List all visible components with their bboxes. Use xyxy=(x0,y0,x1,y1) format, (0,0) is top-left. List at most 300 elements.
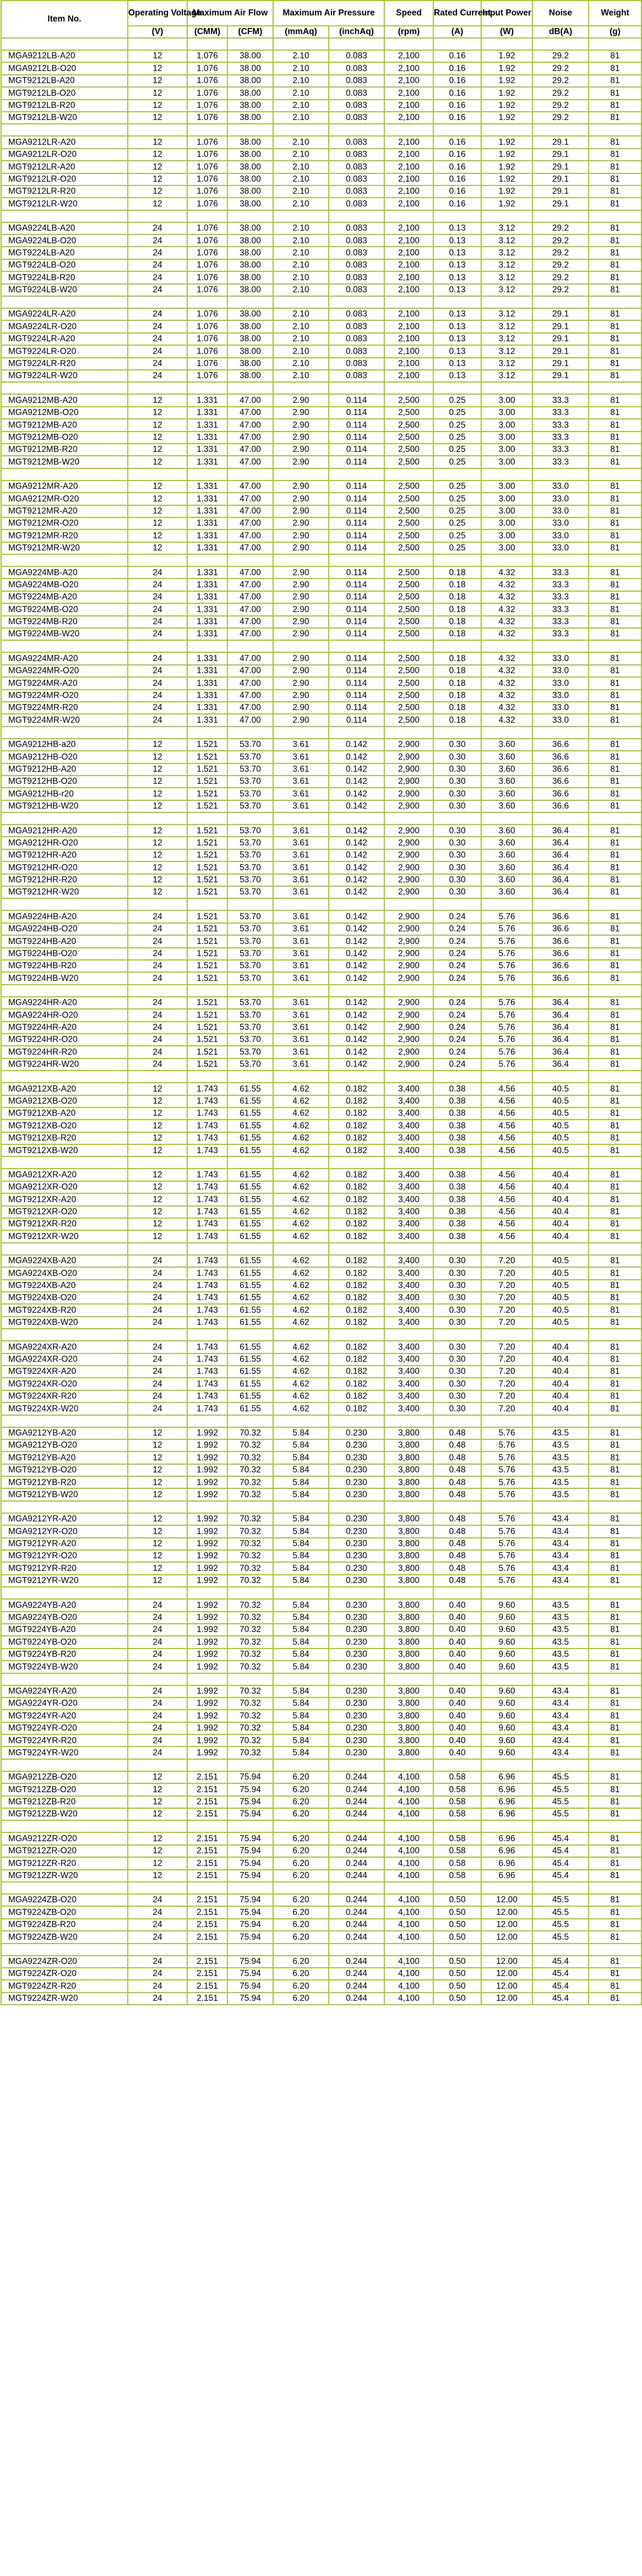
cell-pressure-mmaq: 6.20 xyxy=(273,1956,329,1968)
table-row xyxy=(1,1956,641,1968)
cell-air-flow-cfm: 47.00 xyxy=(227,690,273,702)
cell-input-power: 3.00 xyxy=(481,407,532,419)
cell-pressure-mmaq: 6.20 xyxy=(273,1870,329,1882)
cell-voltage: 24 xyxy=(128,1980,187,1992)
cell-weight: 81 xyxy=(589,1599,641,1611)
table-row xyxy=(1,75,641,87)
cell-voltage: 24 xyxy=(128,1919,187,1931)
cell-noise: 29.1 xyxy=(532,308,589,320)
table-row xyxy=(1,1771,641,1783)
cell-air-flow-cmm: 1.521 xyxy=(187,1022,227,1034)
cell-voltage: 24 xyxy=(128,997,187,1009)
cell-noise: 33.3 xyxy=(532,628,589,640)
cell-air-flow-cfm: 61.55 xyxy=(227,1304,273,1316)
spacer-cell xyxy=(1,468,128,481)
cell-air-flow-cfm: 61.55 xyxy=(227,1366,273,1378)
cell-air-flow-cfm: 75.94 xyxy=(227,1956,273,1968)
cell-pressure-inchaq: 0.114 xyxy=(329,394,384,406)
cell-rated-current: 0.30 xyxy=(433,1402,481,1415)
spacer-cell xyxy=(433,1071,481,1083)
cell-air-flow-cmm: 1.331 xyxy=(187,702,227,714)
cell-item-no: MGA9212MB-A20 xyxy=(1,394,128,406)
table-row xyxy=(1,407,641,419)
spacer-cell xyxy=(481,38,532,50)
spacer-cell xyxy=(589,468,641,481)
cell-noise: 45.5 xyxy=(532,1919,589,1931)
cell-air-flow-cfm: 61.55 xyxy=(227,1280,273,1292)
cell-voltage: 12 xyxy=(128,136,187,148)
cell-pressure-inchaq: 0.083 xyxy=(329,75,384,87)
spacer-cell xyxy=(187,1329,227,1341)
cell-input-power: 9.60 xyxy=(481,1636,532,1648)
cell-pressure-inchaq: 0.114 xyxy=(329,542,384,554)
cell-input-power: 3.12 xyxy=(481,271,532,283)
cell-weight: 81 xyxy=(589,1832,641,1844)
cell-air-flow-cmm: 1.076 xyxy=(187,100,227,112)
cell-weight: 81 xyxy=(589,1968,641,1980)
cell-pressure-inchaq: 0.142 xyxy=(329,997,384,1009)
cell-input-power: 6.96 xyxy=(481,1857,532,1869)
header-noise: Noise xyxy=(532,1,589,26)
cell-rated-current: 0.40 xyxy=(433,1649,481,1661)
cell-speed: 2,100 xyxy=(384,284,433,296)
cell-air-flow-cfm: 47.00 xyxy=(227,530,273,542)
cell-noise: 43.4 xyxy=(532,1562,589,1574)
cell-voltage: 24 xyxy=(128,714,187,726)
cell-rated-current: 0.38 xyxy=(433,1083,481,1095)
cell-pressure-inchaq: 0.083 xyxy=(329,161,384,173)
cell-noise: 40.5 xyxy=(532,1280,589,1292)
spacer-cell xyxy=(589,124,641,136)
cell-pressure-inchaq: 0.244 xyxy=(329,1783,384,1795)
cell-noise: 45.4 xyxy=(532,1993,589,2005)
spacer-cell xyxy=(532,1243,589,1255)
spacer-cell xyxy=(532,468,589,481)
cell-pressure-mmaq: 2.10 xyxy=(273,185,329,198)
spacer-cell xyxy=(1,1501,128,1513)
cell-input-power: 3.60 xyxy=(481,861,532,874)
cell-air-flow-cmm: 2.151 xyxy=(187,1783,227,1795)
table-row xyxy=(1,1095,641,1107)
cell-noise: 45.5 xyxy=(532,1894,589,1906)
cell-input-power: 4.56 xyxy=(481,1095,532,1107)
cell-pressure-mmaq: 6.20 xyxy=(273,1894,329,1906)
spacer-cell xyxy=(1,1415,128,1427)
cell-item-no: MGT9224XR-R20 xyxy=(1,1390,128,1402)
cell-voltage: 12 xyxy=(128,1181,187,1193)
cell-rated-current: 0.16 xyxy=(433,149,481,161)
cell-air-flow-cmm: 1.743 xyxy=(187,1218,227,1230)
cell-input-power: 4.56 xyxy=(481,1230,532,1242)
cell-noise: 29.2 xyxy=(532,112,589,124)
cell-speed: 2,900 xyxy=(384,776,433,788)
cell-rated-current: 0.30 xyxy=(433,1304,481,1316)
cell-item-no: MGA9224MB-A20 xyxy=(1,566,128,578)
table-row xyxy=(1,1968,641,1980)
cell-air-flow-cfm: 75.94 xyxy=(227,1980,273,1992)
cell-item-no: MGT9212ZB-R20 xyxy=(1,1796,128,1808)
cell-pressure-mmaq: 4.62 xyxy=(273,1144,329,1156)
group-spacer-row xyxy=(1,1673,641,1685)
cell-speed: 2,500 xyxy=(384,517,433,530)
cell-pressure-mmaq: 2.90 xyxy=(273,394,329,406)
unit-watt: (W) xyxy=(481,26,532,38)
cell-input-power: 5.76 xyxy=(481,1058,532,1071)
cell-rated-current: 0.16 xyxy=(433,173,481,185)
cell-input-power: 3.12 xyxy=(481,333,532,345)
cell-air-flow-cmm: 1.521 xyxy=(187,972,227,984)
cell-pressure-inchaq: 0.083 xyxy=(329,234,384,247)
spacer-cell xyxy=(273,1820,329,1832)
spacer-cell xyxy=(329,727,384,739)
cell-air-flow-cmm: 1.076 xyxy=(187,185,227,198)
spacer-cell xyxy=(481,1501,532,1513)
cell-pressure-inchaq: 0.230 xyxy=(329,1439,384,1451)
cell-input-power: 9.60 xyxy=(481,1624,532,1636)
cell-air-flow-cmm: 2.151 xyxy=(187,1980,227,1992)
spacer-cell xyxy=(227,38,273,50)
cell-item-no: MGT9224XB-W20 xyxy=(1,1317,128,1329)
cell-rated-current: 0.38 xyxy=(433,1181,481,1193)
cell-weight: 81 xyxy=(589,50,641,62)
cell-item-no: MGT9212XB-O20 xyxy=(1,1120,128,1132)
cell-pressure-inchaq: 0.244 xyxy=(329,1832,384,1844)
spacer-cell xyxy=(128,210,187,222)
cell-noise: 40.5 xyxy=(532,1267,589,1279)
cell-air-flow-cfm: 47.00 xyxy=(227,407,273,419)
cell-weight: 81 xyxy=(589,247,641,259)
cell-input-power: 6.96 xyxy=(481,1845,532,1857)
cell-pressure-mmaq: 2.10 xyxy=(273,271,329,283)
cell-pressure-inchaq: 0.114 xyxy=(329,652,384,664)
group-spacer-row xyxy=(1,296,641,308)
cell-item-no: MGT9212ZB-O20 xyxy=(1,1783,128,1795)
cell-input-power: 3.60 xyxy=(481,825,532,837)
cell-pressure-inchaq: 0.142 xyxy=(329,1058,384,1071)
cell-weight: 81 xyxy=(589,677,641,689)
cell-input-power: 7.20 xyxy=(481,1292,532,1304)
cell-air-flow-cmm: 2.151 xyxy=(187,1993,227,2005)
table-row xyxy=(1,1132,641,1144)
cell-speed: 2,900 xyxy=(384,923,433,935)
spacer-cell xyxy=(329,985,384,997)
cell-voltage: 24 xyxy=(128,1255,187,1267)
cell-speed: 2,500 xyxy=(384,407,433,419)
spacer-cell xyxy=(273,812,329,825)
cell-item-no: MGT9224HB-O20 xyxy=(1,948,128,960)
cell-rated-current: 0.13 xyxy=(433,234,481,247)
cell-air-flow-cfm: 70.32 xyxy=(227,1624,273,1636)
cell-speed: 3,800 xyxy=(384,1464,433,1476)
cell-rated-current: 0.24 xyxy=(433,1058,481,1071)
spacer-cell xyxy=(532,210,589,222)
cell-air-flow-cmm: 1.331 xyxy=(187,517,227,530)
cell-pressure-inchaq: 0.182 xyxy=(329,1193,384,1205)
cell-item-no: MGT9212XB-W20 xyxy=(1,1144,128,1156)
cell-air-flow-cmm: 1.521 xyxy=(187,960,227,972)
spacer-cell xyxy=(1,985,128,997)
cell-air-flow-cmm: 1.743 xyxy=(187,1354,227,1366)
cell-speed: 2,900 xyxy=(384,874,433,886)
cell-rated-current: 0.25 xyxy=(433,493,481,505)
cell-noise: 43.5 xyxy=(532,1661,589,1673)
cell-item-no: MGT9224ZR-O20 xyxy=(1,1968,128,1980)
group-spacer-row xyxy=(1,727,641,739)
cell-item-no: MGT9224LR-R20 xyxy=(1,358,128,370)
cell-speed: 3,800 xyxy=(384,1427,433,1439)
cell-rated-current: 0.16 xyxy=(433,112,481,124)
table-row xyxy=(1,861,641,874)
table-row xyxy=(1,837,641,849)
cell-air-flow-cfm: 38.00 xyxy=(227,222,273,234)
cell-pressure-mmaq: 4.62 xyxy=(273,1341,329,1353)
cell-speed: 2,100 xyxy=(384,87,433,99)
cell-air-flow-cmm: 1.076 xyxy=(187,112,227,124)
cell-voltage: 12 xyxy=(128,62,187,74)
cell-pressure-inchaq: 0.244 xyxy=(329,1796,384,1808)
cell-item-no: MGT9224HR-R20 xyxy=(1,1046,128,1058)
cell-noise: 33.3 xyxy=(532,591,589,603)
cell-pressure-inchaq: 0.083 xyxy=(329,62,384,74)
cell-pressure-inchaq: 0.182 xyxy=(329,1132,384,1144)
spacer-cell xyxy=(187,1759,227,1771)
cell-voltage: 12 xyxy=(128,1488,187,1500)
cell-weight: 81 xyxy=(589,1710,641,1722)
cell-weight: 81 xyxy=(589,616,641,628)
table-row xyxy=(1,935,641,947)
cell-voltage: 24 xyxy=(128,1390,187,1402)
cell-speed: 4,100 xyxy=(384,1783,433,1795)
cell-air-flow-cfm: 47.00 xyxy=(227,702,273,714)
cell-speed: 3,800 xyxy=(384,1575,433,1587)
cell-voltage: 24 xyxy=(128,284,187,296)
unit-rpm: (rpm) xyxy=(384,26,433,38)
cell-rated-current: 0.30 xyxy=(433,1317,481,1329)
cell-pressure-inchaq: 0.083 xyxy=(329,358,384,370)
cell-rated-current: 0.25 xyxy=(433,394,481,406)
spacer-cell xyxy=(273,727,329,739)
cell-weight: 81 xyxy=(589,284,641,296)
cell-item-no: MGA9212YB-A20 xyxy=(1,1427,128,1439)
cell-weight: 81 xyxy=(589,1980,641,1992)
spacer-cell xyxy=(1,1759,128,1771)
cell-pressure-inchaq: 0.083 xyxy=(329,100,384,112)
cell-pressure-mmaq: 6.20 xyxy=(273,1808,329,1820)
cell-weight: 81 xyxy=(589,1771,641,1783)
cell-air-flow-cfm: 70.32 xyxy=(227,1698,273,1710)
cell-item-no: MGT9224XR-A20 xyxy=(1,1366,128,1378)
spacer-cell xyxy=(227,640,273,652)
spacer-cell xyxy=(589,210,641,222)
cell-input-power: 1.92 xyxy=(481,149,532,161)
spacer-cell xyxy=(329,1673,384,1685)
cell-pressure-mmaq: 2.10 xyxy=(273,50,329,62)
cell-pressure-inchaq: 0.142 xyxy=(329,1022,384,1034)
cell-air-flow-cmm: 1.992 xyxy=(187,1624,227,1636)
cell-air-flow-cfm: 53.70 xyxy=(227,886,273,898)
group-spacer-row xyxy=(1,1501,641,1513)
spacer-cell xyxy=(329,468,384,481)
cell-item-no: MGT9212HB-W20 xyxy=(1,800,128,812)
cell-noise: 36.6 xyxy=(532,935,589,947)
spacer-cell xyxy=(329,1882,384,1894)
cell-rated-current: 0.25 xyxy=(433,419,481,431)
table-row xyxy=(1,1427,641,1439)
spacer-cell xyxy=(433,1156,481,1169)
cell-item-no: MGT9224MR-A20 xyxy=(1,677,128,689)
table-row xyxy=(1,1083,641,1095)
cell-air-flow-cfm: 70.32 xyxy=(227,1464,273,1476)
cell-pressure-mmaq: 3.61 xyxy=(273,776,329,788)
table-row xyxy=(1,923,641,935)
table-row xyxy=(1,1919,641,1931)
cell-rated-current: 0.16 xyxy=(433,75,481,87)
spacer-cell xyxy=(187,124,227,136)
cell-speed: 2,500 xyxy=(384,432,433,444)
cell-noise: 43.5 xyxy=(532,1612,589,1624)
spacer-cell xyxy=(227,382,273,394)
cell-air-flow-cmm: 1.521 xyxy=(187,923,227,935)
cell-noise: 45.5 xyxy=(532,1771,589,1783)
cell-weight: 81 xyxy=(589,198,641,210)
spacer-cell xyxy=(329,898,384,910)
cell-speed: 2,900 xyxy=(384,910,433,923)
cell-speed: 2,500 xyxy=(384,394,433,406)
cell-noise: 43.5 xyxy=(532,1649,589,1661)
cell-voltage: 12 xyxy=(128,1808,187,1820)
cell-weight: 81 xyxy=(589,1009,641,1021)
cell-air-flow-cmm: 1.076 xyxy=(187,222,227,234)
cell-rated-current: 0.25 xyxy=(433,407,481,419)
cell-weight: 81 xyxy=(589,603,641,615)
cell-voltage: 24 xyxy=(128,247,187,259)
table-row xyxy=(1,456,641,468)
cell-item-no: MGT9212YB-R20 xyxy=(1,1476,128,1488)
spacer-cell xyxy=(1,1156,128,1169)
table-row xyxy=(1,1698,641,1710)
spacer-cell xyxy=(481,812,532,825)
cell-air-flow-cfm: 47.00 xyxy=(227,493,273,505)
cell-pressure-mmaq: 2.10 xyxy=(273,136,329,148)
cell-air-flow-cmm: 1.521 xyxy=(187,849,227,861)
cell-pressure-mmaq: 6.20 xyxy=(273,1968,329,1980)
cell-air-flow-cfm: 70.32 xyxy=(227,1538,273,1550)
spacer-cell xyxy=(433,1882,481,1894)
cell-item-no: MGT9212MB-R20 xyxy=(1,444,128,456)
spacer-cell xyxy=(433,1820,481,1832)
table-row xyxy=(1,247,641,259)
table-row xyxy=(1,1832,641,1844)
cell-noise: 40.4 xyxy=(532,1193,589,1205)
cell-pressure-mmaq: 6.20 xyxy=(273,1796,329,1808)
cell-speed: 2,100 xyxy=(384,259,433,271)
cell-rated-current: 0.18 xyxy=(433,690,481,702)
cell-pressure-inchaq: 0.142 xyxy=(329,923,384,935)
cell-noise: 43.4 xyxy=(532,1525,589,1537)
cell-air-flow-cmm: 1.076 xyxy=(187,62,227,74)
spacer-cell xyxy=(128,1759,187,1771)
spacer-cell xyxy=(187,727,227,739)
cell-noise: 40.4 xyxy=(532,1218,589,1230)
cell-input-power: 3.00 xyxy=(481,394,532,406)
cell-pressure-mmaq: 2.90 xyxy=(273,517,329,530)
cell-rated-current: 0.50 xyxy=(433,1980,481,1992)
cell-item-no: MGT9212MR-A20 xyxy=(1,505,128,517)
cell-rated-current: 0.40 xyxy=(433,1636,481,1648)
cell-weight: 81 xyxy=(589,185,641,198)
cell-voltage: 12 xyxy=(128,1095,187,1107)
cell-pressure-mmaq: 3.61 xyxy=(273,948,329,960)
cell-air-flow-cmm: 1.992 xyxy=(187,1710,227,1722)
cell-item-no: MGT9212MR-O20 xyxy=(1,517,128,530)
cell-air-flow-cmm: 1.331 xyxy=(187,714,227,726)
cell-rated-current: 0.40 xyxy=(433,1710,481,1722)
cell-pressure-inchaq: 0.244 xyxy=(329,1808,384,1820)
cell-voltage: 12 xyxy=(128,861,187,874)
cell-noise: 36.6 xyxy=(532,960,589,972)
cell-air-flow-cmm: 1.743 xyxy=(187,1255,227,1267)
cell-item-no: MGA9212HB-O20 xyxy=(1,751,128,763)
table-row xyxy=(1,910,641,923)
cell-pressure-mmaq: 5.84 xyxy=(273,1488,329,1500)
header-max-air-pressure: Maximum Air Pressure xyxy=(273,1,384,26)
table-row xyxy=(1,1107,641,1120)
cell-air-flow-cfm: 75.94 xyxy=(227,1857,273,1869)
cell-weight: 81 xyxy=(589,1120,641,1132)
cell-voltage: 24 xyxy=(128,259,187,271)
cell-voltage: 24 xyxy=(128,665,187,677)
cell-speed: 2,900 xyxy=(384,788,433,800)
cell-item-no: MGT9224ZB-O20 xyxy=(1,1906,128,1918)
spacer-cell xyxy=(384,1071,433,1083)
cell-voltage: 12 xyxy=(128,1857,187,1869)
cell-rated-current: 0.40 xyxy=(433,1661,481,1673)
cell-pressure-mmaq: 5.84 xyxy=(273,1439,329,1451)
cell-input-power: 1.92 xyxy=(481,87,532,99)
spacer-cell xyxy=(273,1329,329,1341)
cell-air-flow-cfm: 38.00 xyxy=(227,284,273,296)
cell-pressure-mmaq: 3.61 xyxy=(273,849,329,861)
cell-voltage: 24 xyxy=(128,345,187,357)
cell-air-flow-cfm: 61.55 xyxy=(227,1390,273,1402)
cell-pressure-mmaq: 4.62 xyxy=(273,1292,329,1304)
cell-air-flow-cfm: 53.70 xyxy=(227,751,273,763)
table-row xyxy=(1,1476,641,1488)
cell-voltage: 12 xyxy=(128,1230,187,1242)
cell-item-no: MGT9224ZR-R20 xyxy=(1,1980,128,1992)
cell-weight: 81 xyxy=(589,1034,641,1046)
cell-speed: 2,900 xyxy=(384,1046,433,1058)
cell-pressure-mmaq: 3.61 xyxy=(273,960,329,972)
cell-air-flow-cmm: 1.076 xyxy=(187,50,227,62)
cell-noise: 33.0 xyxy=(532,702,589,714)
spacer-cell xyxy=(532,1415,589,1427)
cell-weight: 81 xyxy=(589,432,641,444)
cell-air-flow-cfm: 47.00 xyxy=(227,481,273,493)
cell-input-power: 7.20 xyxy=(481,1280,532,1292)
spacer-cell xyxy=(187,898,227,910)
cell-speed: 2,100 xyxy=(384,333,433,345)
cell-input-power: 5.76 xyxy=(481,1009,532,1021)
cell-speed: 3,400 xyxy=(384,1230,433,1242)
table-row xyxy=(1,800,641,812)
spacer-cell xyxy=(128,898,187,910)
cell-pressure-mmaq: 4.62 xyxy=(273,1317,329,1329)
cell-air-flow-cmm: 1.521 xyxy=(187,948,227,960)
cell-noise: 43.5 xyxy=(532,1624,589,1636)
cell-noise: 36.4 xyxy=(532,837,589,849)
cell-noise: 36.6 xyxy=(532,739,589,751)
